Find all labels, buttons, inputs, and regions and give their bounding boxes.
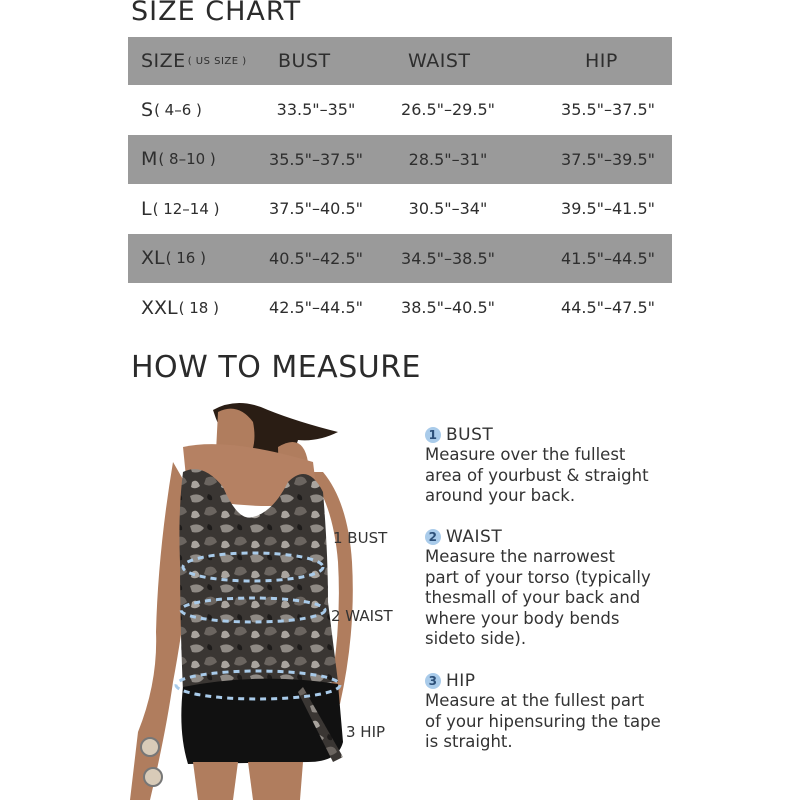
table-header-row xyxy=(128,37,672,85)
instruction-text xyxy=(425,547,685,650)
hip-cell: 35.5"–37.5" xyxy=(561,100,655,120)
table-row xyxy=(128,135,672,185)
instruction-text xyxy=(425,445,685,507)
header-bust: BUST xyxy=(278,50,331,72)
how-to-measure-title: HOW TO MEASURE xyxy=(131,350,422,385)
table-row xyxy=(128,234,672,284)
instruction-line: sideto side). xyxy=(425,629,527,648)
size-cell xyxy=(141,283,219,333)
us-size: ( 16 ) xyxy=(165,249,206,268)
size-letter: XXL xyxy=(141,296,178,319)
instruction-line: is straight. xyxy=(425,732,513,751)
waist-cell: 28.5"–31" xyxy=(408,149,488,169)
figure-label-hip: 3 HIP xyxy=(346,723,386,741)
step-number-badge: 3 xyxy=(425,673,441,689)
waist-cell: 38.5"–40.5" xyxy=(401,298,495,318)
instruction-line: around your back. xyxy=(425,486,576,505)
bust-cell: 37.5"–40.5" xyxy=(269,199,363,219)
bust-cell: 35.5"–37.5" xyxy=(269,149,363,169)
hip-cell: 39.5"–41.5" xyxy=(561,199,655,219)
step-name: WAIST xyxy=(446,527,503,547)
size-letter: L xyxy=(141,197,152,220)
table-row xyxy=(128,184,672,234)
size-chart-table xyxy=(128,37,672,333)
size-cell xyxy=(141,184,220,234)
header-waist: WAIST xyxy=(408,50,471,72)
header-hip: HIP xyxy=(585,50,618,72)
instruction-waist xyxy=(425,527,685,650)
table-row xyxy=(128,283,672,333)
size-chart-title: SIZE CHART xyxy=(131,0,302,27)
instruction-heading xyxy=(425,671,685,691)
hip-cell: 44.5"–47.5" xyxy=(561,298,655,318)
us-size: ( 8–10 ) xyxy=(158,150,216,169)
table-row xyxy=(128,85,672,135)
hip-cell: 41.5"–44.5" xyxy=(561,248,655,268)
bust-cell: 33.5"–35" xyxy=(276,100,356,120)
bust-cell: 42.5"–44.5" xyxy=(269,298,363,318)
instruction-line: thesmall of your back and xyxy=(425,588,641,607)
instruction-hip xyxy=(425,671,685,753)
instruction-line: part of your torso (typically xyxy=(425,567,651,587)
instruction-line: area of yourbust & straight xyxy=(425,465,649,485)
waist-cell: 26.5"–29.5" xyxy=(401,100,495,120)
model-figure xyxy=(128,402,408,800)
header-size-label: SIZE xyxy=(141,50,186,72)
instruction-heading xyxy=(425,425,685,445)
instruction-line: where your body bends xyxy=(425,608,620,628)
size-letter: XL xyxy=(141,247,165,270)
step-number-badge: 2 xyxy=(425,529,441,545)
header-size xyxy=(141,37,247,85)
size-letter: M xyxy=(141,148,158,171)
us-size: ( 12–14 ) xyxy=(152,199,220,218)
waist-cell: 30.5"–34" xyxy=(408,199,488,219)
instruction-bust xyxy=(425,425,685,507)
instruction-line: Measure at the fullest part xyxy=(425,691,645,710)
us-size: ( 4–6 ) xyxy=(154,100,202,119)
size-cell xyxy=(141,85,202,135)
size-letter: S xyxy=(141,98,154,121)
step-name: HIP xyxy=(446,671,476,691)
figure-label-waist: 2 WAIST xyxy=(331,607,393,625)
waist-cell: 34.5"–38.5" xyxy=(401,248,495,268)
instruction-heading xyxy=(425,527,685,547)
instruction-line: of your hipensuring the tape xyxy=(425,711,661,731)
us-size: ( 18 ) xyxy=(178,298,219,317)
hip-cell: 37.5"–39.5" xyxy=(561,149,655,169)
figure-label-bust: 1 BUST xyxy=(333,529,388,547)
step-name: BUST xyxy=(446,425,494,445)
size-cell xyxy=(141,135,216,185)
step-number-badge: 1 xyxy=(425,427,441,443)
size-cell xyxy=(141,234,206,284)
bust-cell: 40.5"–42.5" xyxy=(269,248,363,268)
instruction-line: Measure the narrowest xyxy=(425,547,615,566)
instruction-line: Measure over the fullest xyxy=(425,445,626,464)
header-size-note: ( US SIZE ) xyxy=(187,55,247,67)
instruction-text xyxy=(425,691,685,753)
